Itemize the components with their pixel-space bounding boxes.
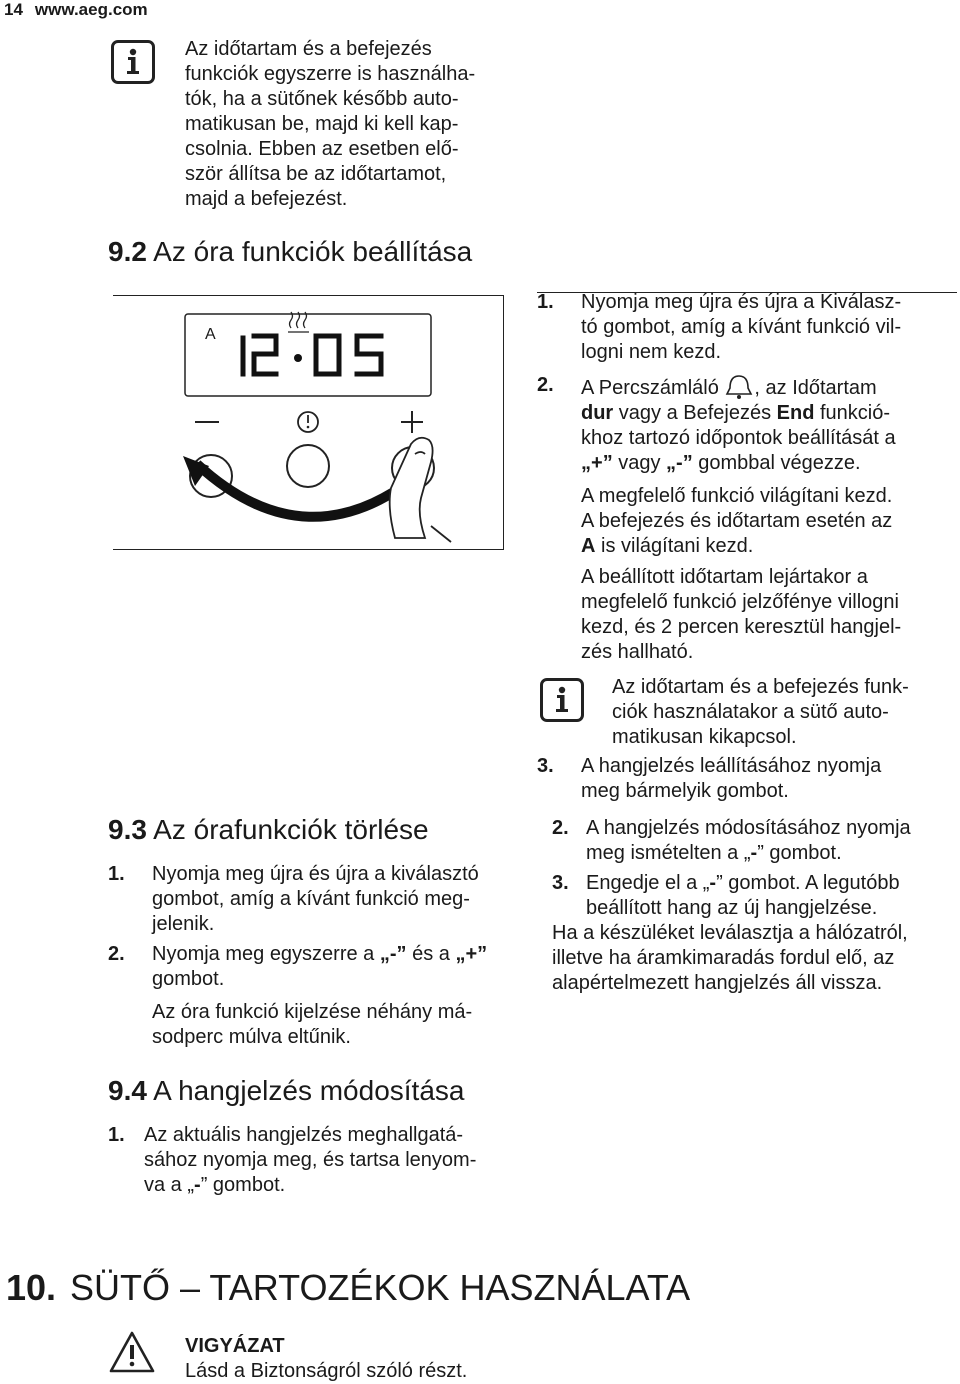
section-number: 9.4 [108, 1075, 147, 1106]
text: ” gombot. A legutóbb [716, 872, 900, 894]
text-line: Az időtartam és a befejezés [185, 38, 432, 60]
text: Engedje el a „ [586, 872, 710, 894]
warning-icon [108, 1330, 156, 1379]
site-url[interactable]: www.aeg.com [34, 0, 148, 19]
text-line [152, 942, 518, 967]
section-number: 9.3 [108, 814, 147, 845]
warning-title: VIGYÁZAT [185, 1335, 285, 1357]
text: ” gombot. [757, 842, 842, 864]
text: , az Időtartam [754, 377, 877, 399]
text-line: A befejezés és időtartam esetén az [581, 510, 893, 532]
chapter-heading-10 [6, 1268, 690, 1308]
chapter-title: SÜTŐ – TARTOZÉKOK HASZNÁLATA [70, 1267, 691, 1308]
text-line [586, 871, 957, 896]
section-title: Az órafunkciók törlése [153, 814, 429, 845]
page-number: 14 [4, 0, 23, 19]
text-line: Ha a készüléket leválasztja a hálózatról, [552, 922, 908, 944]
text-line [144, 1173, 528, 1198]
left-info-text [185, 37, 515, 212]
text-line: A megfelelő funkció világítani kezd. [581, 485, 893, 507]
text: va a „ [144, 1174, 195, 1196]
text-line: Az aktuális hangjelzés meghallgatá- [144, 1124, 464, 1146]
info-icon [540, 678, 584, 722]
minus-label: - [676, 452, 683, 474]
text-line: A beállított időtartam lejártakor a [581, 566, 868, 588]
plus-label: + [591, 452, 603, 474]
text: vagy a Befejezés [613, 402, 777, 424]
text-line: illetve ha áramkimaradás fordul elő, az [552, 947, 895, 969]
section-title: A hangjelzés módosítása [153, 1075, 465, 1106]
step-number: 2. [108, 943, 125, 965]
section-heading-9-3 [108, 814, 429, 846]
right-info-text [612, 675, 952, 750]
section-heading-9-4 [108, 1075, 464, 1107]
text: is világítani kezd. [595, 535, 754, 557]
text-line [581, 534, 957, 559]
text-line [581, 451, 957, 476]
text-line: ciók használatakor a sütő auto- [612, 701, 889, 723]
text-line [586, 841, 957, 866]
text-line: Nyomja meg újra és újra a Kiválasz- [581, 291, 902, 313]
section-9-4-step-1 [108, 1123, 528, 1198]
step-number: 3. [537, 755, 554, 777]
text-line: gombot, amíg a kívánt funkció meg- [152, 888, 470, 910]
text: ” [477, 943, 488, 965]
text-line: khoz tartozó időpontok beállítását a [581, 427, 896, 449]
text: meg ismételten a „ [586, 842, 751, 864]
bell-icon [724, 373, 754, 399]
text-line [581, 373, 957, 401]
text-line: csolnia. Ebben az esetben elő- [185, 138, 459, 160]
warning-text: Lásd a Biztonságról szóló részt. [185, 1360, 468, 1382]
right-step-3 [537, 754, 957, 804]
text-line: Az időtartam és a befejezés funk- [612, 676, 909, 698]
display-label-a: A [205, 326, 216, 343]
end-label: End [776, 402, 815, 424]
minus-label: - [389, 943, 397, 965]
text-line: A hangjelzés leállításához nyomja [581, 755, 882, 777]
text: ” [602, 452, 613, 474]
text-line: majd a befejezést. [185, 188, 348, 210]
text-line: megfelelő funkció jelzőfénye villogni [581, 591, 899, 613]
text-line: tó gombot, amíg a kívánt funkció vil- [581, 316, 902, 338]
section-9-3-steps [108, 862, 518, 1050]
list-item [537, 290, 957, 365]
dur-label: dur [581, 402, 614, 424]
chapter-number: 10. [6, 1267, 57, 1308]
text-line: funkciók egyszerre is használha- [185, 63, 476, 85]
warning-box [185, 1334, 467, 1384]
text-line: logni nem kezd. [581, 341, 722, 363]
step-number: 1. [537, 291, 554, 313]
step-number: 1. [108, 1124, 125, 1146]
section-number: 9.2 [108, 236, 147, 267]
list-item [552, 816, 957, 866]
text-line: beállított hang az új hangjelzése. [586, 897, 878, 919]
step-number: 1. [108, 863, 125, 885]
text: gombbal végezze. [692, 452, 861, 474]
text: A Percszámláló [581, 377, 719, 399]
text-line: A hangjelzés módosításához nyomja [586, 817, 911, 839]
list-item [108, 862, 518, 937]
step-number: 2. [537, 374, 554, 396]
text: ” [682, 452, 693, 474]
list-item [108, 942, 518, 1050]
steam-icon [288, 312, 309, 332]
text-line: ször állítsa be az időtartamot, [185, 163, 447, 185]
text: ” [396, 943, 407, 965]
text-line: Nyomja meg újra és újra a kiválasztó [152, 863, 479, 885]
section-title: Az óra funkciók beállítása [153, 236, 473, 267]
text-line: matikusan kikapcsol. [612, 726, 797, 748]
text-line: gombot. [152, 968, 225, 990]
text: funkció- [814, 402, 891, 424]
text-line: alapértelmezett hangjelzés áll vissza. [552, 972, 883, 994]
text-line [581, 401, 957, 426]
text: vagy [612, 452, 667, 474]
text: Nyomja meg egyszerre a [152, 943, 380, 965]
control-panel-figure [113, 295, 504, 550]
text-line: kezd, és 2 percen keresztül hangjel- [581, 616, 902, 638]
info-icon [111, 40, 155, 84]
text-line: tók, ha a sütőnek később auto- [185, 88, 459, 110]
text: ” gombot. [200, 1174, 286, 1196]
a-label: A [581, 535, 596, 557]
list-item [537, 373, 957, 665]
text-line: matikusan be, majd ki kell kap- [185, 113, 459, 135]
text-line: jelenik. [152, 913, 215, 935]
text: „ [379, 943, 390, 965]
text: és a [406, 943, 456, 965]
section-9-4-continued [552, 816, 957, 996]
clock-icon [298, 412, 318, 432]
text: „ [455, 943, 466, 965]
step-number: 3. [552, 872, 569, 894]
page-header [4, 0, 148, 20]
step-number: 2. [552, 817, 569, 839]
text-line: meg bármelyik gombot. [581, 780, 789, 802]
text-line: sához nyomja meg, és tartsa lenyom- [144, 1149, 477, 1171]
list-item [552, 871, 957, 921]
text-line: sodperc múlva eltűnik. [152, 1026, 351, 1048]
minus-label: - [709, 872, 717, 894]
text-line: zés hallható. [581, 641, 694, 663]
plus-label: + [465, 943, 478, 965]
text: „ [666, 452, 677, 474]
text-line: Az óra funkció kijelzése néhány má- [152, 1001, 473, 1023]
minus-label: - [750, 842, 758, 864]
text: „ [581, 452, 591, 474]
right-steps [537, 290, 957, 665]
list-item [537, 754, 957, 804]
list-item [108, 1123, 528, 1198]
minus-label: - [194, 1174, 201, 1196]
section-heading-9-2 [108, 236, 472, 268]
